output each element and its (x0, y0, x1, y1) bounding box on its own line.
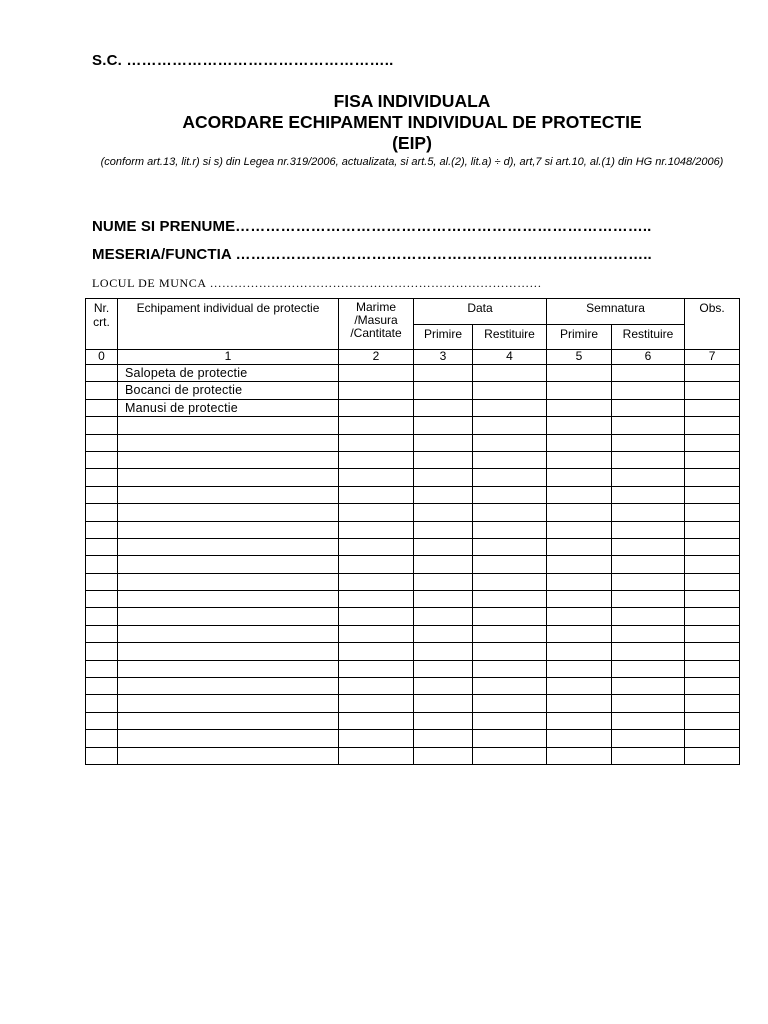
table-cell (339, 382, 414, 399)
table-cell (685, 486, 740, 503)
equipment-item-cell (118, 730, 339, 747)
table-row (86, 538, 740, 555)
table-cell (685, 451, 740, 468)
table-row (86, 365, 740, 382)
table-row (86, 469, 740, 486)
table-cell (473, 730, 547, 747)
table-cell (547, 695, 612, 712)
table-cell (685, 365, 740, 382)
table-row (86, 521, 740, 538)
table-cell (612, 712, 685, 729)
table-cell (86, 712, 118, 729)
table-cell (339, 643, 414, 660)
equipment-item-cell (118, 434, 339, 451)
table-cell (612, 365, 685, 382)
table-cell (473, 747, 547, 764)
table-cell (547, 643, 612, 660)
table-cell (685, 608, 740, 625)
table-cell (339, 434, 414, 451)
table-cell (685, 747, 740, 764)
table-cell (414, 382, 473, 399)
table-row (86, 660, 740, 677)
table-cell (414, 486, 473, 503)
table-cell (339, 608, 414, 625)
table-cell (473, 573, 547, 590)
table-cell (414, 573, 473, 590)
name-field: NUME SI PRENUME……………………………………………………………………….. (92, 218, 652, 235)
column-number: 7 (685, 350, 740, 365)
table-cell (547, 712, 612, 729)
table-cell (612, 591, 685, 608)
table-cell (339, 538, 414, 555)
table-cell (473, 382, 547, 399)
table-cell (685, 573, 740, 590)
equipment-item-cell (118, 695, 339, 712)
table-cell (612, 660, 685, 677)
table-cell (612, 382, 685, 399)
table-cell (685, 504, 740, 521)
table-cell (339, 451, 414, 468)
equipment-item-cell (118, 417, 339, 434)
table-cell (612, 521, 685, 538)
header-nr-crt: Nr. crt. (86, 299, 118, 350)
title-block (84, 91, 740, 170)
form-subtitle: ACORDARE ECHIPAMENT INDIVIDUAL DE PROTECTIE (182, 112, 642, 132)
table-cell (414, 399, 473, 416)
table-cell (612, 451, 685, 468)
table-cell (685, 678, 740, 695)
column-number: 5 (547, 350, 612, 365)
table-cell (339, 591, 414, 608)
table-cell (547, 678, 612, 695)
table-cell (86, 538, 118, 555)
header-signature-return: Restituire (612, 325, 685, 350)
table-cell (414, 521, 473, 538)
table-cell (473, 469, 547, 486)
table-cell (339, 521, 414, 538)
column-number: 3 (414, 350, 473, 365)
table-cell (547, 504, 612, 521)
table-cell (414, 643, 473, 660)
table-cell (414, 504, 473, 521)
table-cell (612, 434, 685, 451)
table-cell (414, 556, 473, 573)
table-cell (685, 417, 740, 434)
equipment-item-cell (118, 451, 339, 468)
table-cell (547, 451, 612, 468)
table-cell (473, 678, 547, 695)
table-row (86, 504, 740, 521)
column-number: 2 (339, 350, 414, 365)
table-cell (86, 556, 118, 573)
table-cell (414, 591, 473, 608)
table-cell (339, 504, 414, 521)
table-cell (86, 591, 118, 608)
table-cell (685, 695, 740, 712)
workplace-label: LOCUL DE MUNCA (92, 276, 206, 290)
table-row (86, 712, 740, 729)
equipment-item-cell (118, 504, 339, 521)
table-cell (547, 538, 612, 555)
table-cell (339, 399, 414, 416)
table-cell (685, 434, 740, 451)
table-row (86, 417, 740, 434)
table-cell (547, 417, 612, 434)
table-cell (339, 365, 414, 382)
header-date: Data (414, 299, 547, 325)
table-cell (473, 660, 547, 677)
table-cell (612, 625, 685, 642)
equipment-item-cell (118, 538, 339, 555)
table-cell (414, 417, 473, 434)
table-cell (414, 451, 473, 468)
table-cell (86, 399, 118, 416)
table-row (86, 730, 740, 747)
table-cell (612, 678, 685, 695)
form-title: FISA INDIVIDUALA (333, 91, 491, 111)
table-cell (86, 434, 118, 451)
table-cell (547, 469, 612, 486)
table-cell (547, 608, 612, 625)
table-cell (414, 730, 473, 747)
column-number: 4 (473, 350, 547, 365)
equipment-item-cell (118, 573, 339, 590)
table-cell (547, 730, 612, 747)
table-cell (685, 660, 740, 677)
table-cell (473, 504, 547, 521)
table-cell (473, 538, 547, 555)
equipment-item-cell (118, 678, 339, 695)
table-cell (612, 643, 685, 660)
table-cell (547, 486, 612, 503)
column-number: 1 (118, 350, 339, 365)
equipment-item-cell (118, 486, 339, 503)
form-subtitle-abbreviation: (EIP) (392, 133, 432, 153)
workplace-field (92, 276, 542, 291)
company-line: S.C. …………………………………………….. (92, 52, 394, 69)
table-row (86, 678, 740, 695)
table-cell (547, 556, 612, 573)
table-cell (473, 591, 547, 608)
table-cell (612, 469, 685, 486)
table-cell (473, 399, 547, 416)
equipment-item-cell (118, 521, 339, 538)
table-cell (612, 486, 685, 503)
table-cell (685, 382, 740, 399)
table-cell (547, 365, 612, 382)
table-cell (414, 434, 473, 451)
table-cell (547, 625, 612, 642)
table-row (86, 486, 740, 503)
table-cell (339, 469, 414, 486)
table-cell (473, 417, 547, 434)
table-cell (612, 573, 685, 590)
table-cell (547, 434, 612, 451)
table-row (86, 643, 740, 660)
table-cell (612, 504, 685, 521)
table-cell (414, 608, 473, 625)
table-cell (86, 660, 118, 677)
header-date-receive: Primire (414, 325, 473, 350)
table-cell (547, 382, 612, 399)
table-cell (86, 573, 118, 590)
table-cell (612, 538, 685, 555)
table-cell (473, 695, 547, 712)
table-cell (339, 625, 414, 642)
table-cell (414, 712, 473, 729)
table-cell (339, 486, 414, 503)
table-cell (473, 434, 547, 451)
table-cell (86, 730, 118, 747)
equipment-item-cell (118, 660, 339, 677)
table-row (86, 625, 740, 642)
workplace-blank: ……………………………………………………………………… (209, 276, 542, 290)
table-cell (473, 625, 547, 642)
table-cell (414, 538, 473, 555)
header-observations: Obs. (685, 299, 740, 350)
table-row (86, 399, 740, 416)
header-date-return: Restituire (473, 325, 547, 350)
table-cell (473, 451, 547, 468)
table-cell (685, 521, 740, 538)
equipment-item-cell (118, 625, 339, 642)
equipment-table (85, 298, 740, 765)
table-cell (86, 608, 118, 625)
table-cell (339, 747, 414, 764)
table-cell (414, 625, 473, 642)
equipment-item-cell (118, 712, 339, 729)
table-cell (414, 365, 473, 382)
table-cell (339, 417, 414, 434)
equipment-item-cell (118, 608, 339, 625)
table-cell (86, 747, 118, 764)
table-cell (685, 556, 740, 573)
header-signature-receive: Primire (547, 325, 612, 350)
equipment-item-cell (118, 469, 339, 486)
table-cell (612, 417, 685, 434)
table-cell (685, 591, 740, 608)
table-cell (339, 556, 414, 573)
equipment-item-cell (118, 591, 339, 608)
table-cell (547, 660, 612, 677)
table-row (86, 591, 740, 608)
table-cell (473, 365, 547, 382)
table-cell (86, 643, 118, 660)
table-cell (339, 712, 414, 729)
table-cell (414, 469, 473, 486)
table-cell (547, 521, 612, 538)
column-number-row (86, 350, 740, 365)
header-signature: Semnatura (547, 299, 685, 325)
table-cell (473, 608, 547, 625)
table-cell (414, 695, 473, 712)
table-cell (86, 521, 118, 538)
table-cell (473, 643, 547, 660)
table-row (86, 556, 740, 573)
table-cell (86, 365, 118, 382)
table-cell (473, 521, 547, 538)
table-cell (339, 730, 414, 747)
table-cell (612, 556, 685, 573)
table-cell (86, 469, 118, 486)
equipment-item-cell: Bocanci de protectie (118, 382, 339, 399)
job-field: MESERIA/FUNCTIA ……………………………………………………………………….. (92, 246, 652, 263)
table-cell (612, 608, 685, 625)
table-cell (473, 712, 547, 729)
table-cell (685, 538, 740, 555)
table-cell (86, 504, 118, 521)
table-cell (685, 469, 740, 486)
equipment-item-cell (118, 643, 339, 660)
table-cell (86, 625, 118, 642)
table-cell (339, 660, 414, 677)
table-cell (86, 695, 118, 712)
table-cell (547, 747, 612, 764)
table-cell (86, 417, 118, 434)
table-cell (473, 486, 547, 503)
table-cell (612, 695, 685, 712)
equipment-item-cell: Salopeta de protectie (118, 365, 339, 382)
table-cell (547, 591, 612, 608)
equipment-item-cell (118, 556, 339, 573)
table-cell (339, 695, 414, 712)
table-cell (86, 486, 118, 503)
table-cell (86, 451, 118, 468)
header-equipment: Echipament individual de protectie (118, 299, 339, 350)
column-number: 0 (86, 350, 118, 365)
table-row (86, 747, 740, 764)
table-cell (685, 712, 740, 729)
table-row (86, 382, 740, 399)
table-cell (339, 573, 414, 590)
table-cell (685, 625, 740, 642)
table-cell (86, 678, 118, 695)
table-cell (414, 660, 473, 677)
table-cell (86, 382, 118, 399)
column-number: 6 (612, 350, 685, 365)
table-cell (473, 556, 547, 573)
table-cell (685, 643, 740, 660)
table-row (86, 695, 740, 712)
legal-reference-note: (conform art.13, lit.r) si s) din Legea nr.319/2006, actualizata, si art.5, al.(2), lit.a) ÷ d), art,7 si art.10, al.(1) din HG nr.1048/2006) (100, 156, 724, 168)
table-cell (612, 399, 685, 416)
table-row (86, 573, 740, 590)
table-cell (414, 678, 473, 695)
table-row (86, 434, 740, 451)
equipment-item-cell: Manusi de protectie (118, 399, 339, 416)
table-cell (547, 573, 612, 590)
table-row (86, 608, 740, 625)
header-size-quantity: Marime /Masura /Cantitate (339, 299, 414, 350)
equipment-item-cell (118, 747, 339, 764)
table-row (86, 451, 740, 468)
table-cell (685, 399, 740, 416)
table-cell (612, 747, 685, 764)
table-cell (612, 730, 685, 747)
table-cell (339, 678, 414, 695)
table-cell (547, 399, 612, 416)
table-cell (414, 747, 473, 764)
table-cell (685, 730, 740, 747)
